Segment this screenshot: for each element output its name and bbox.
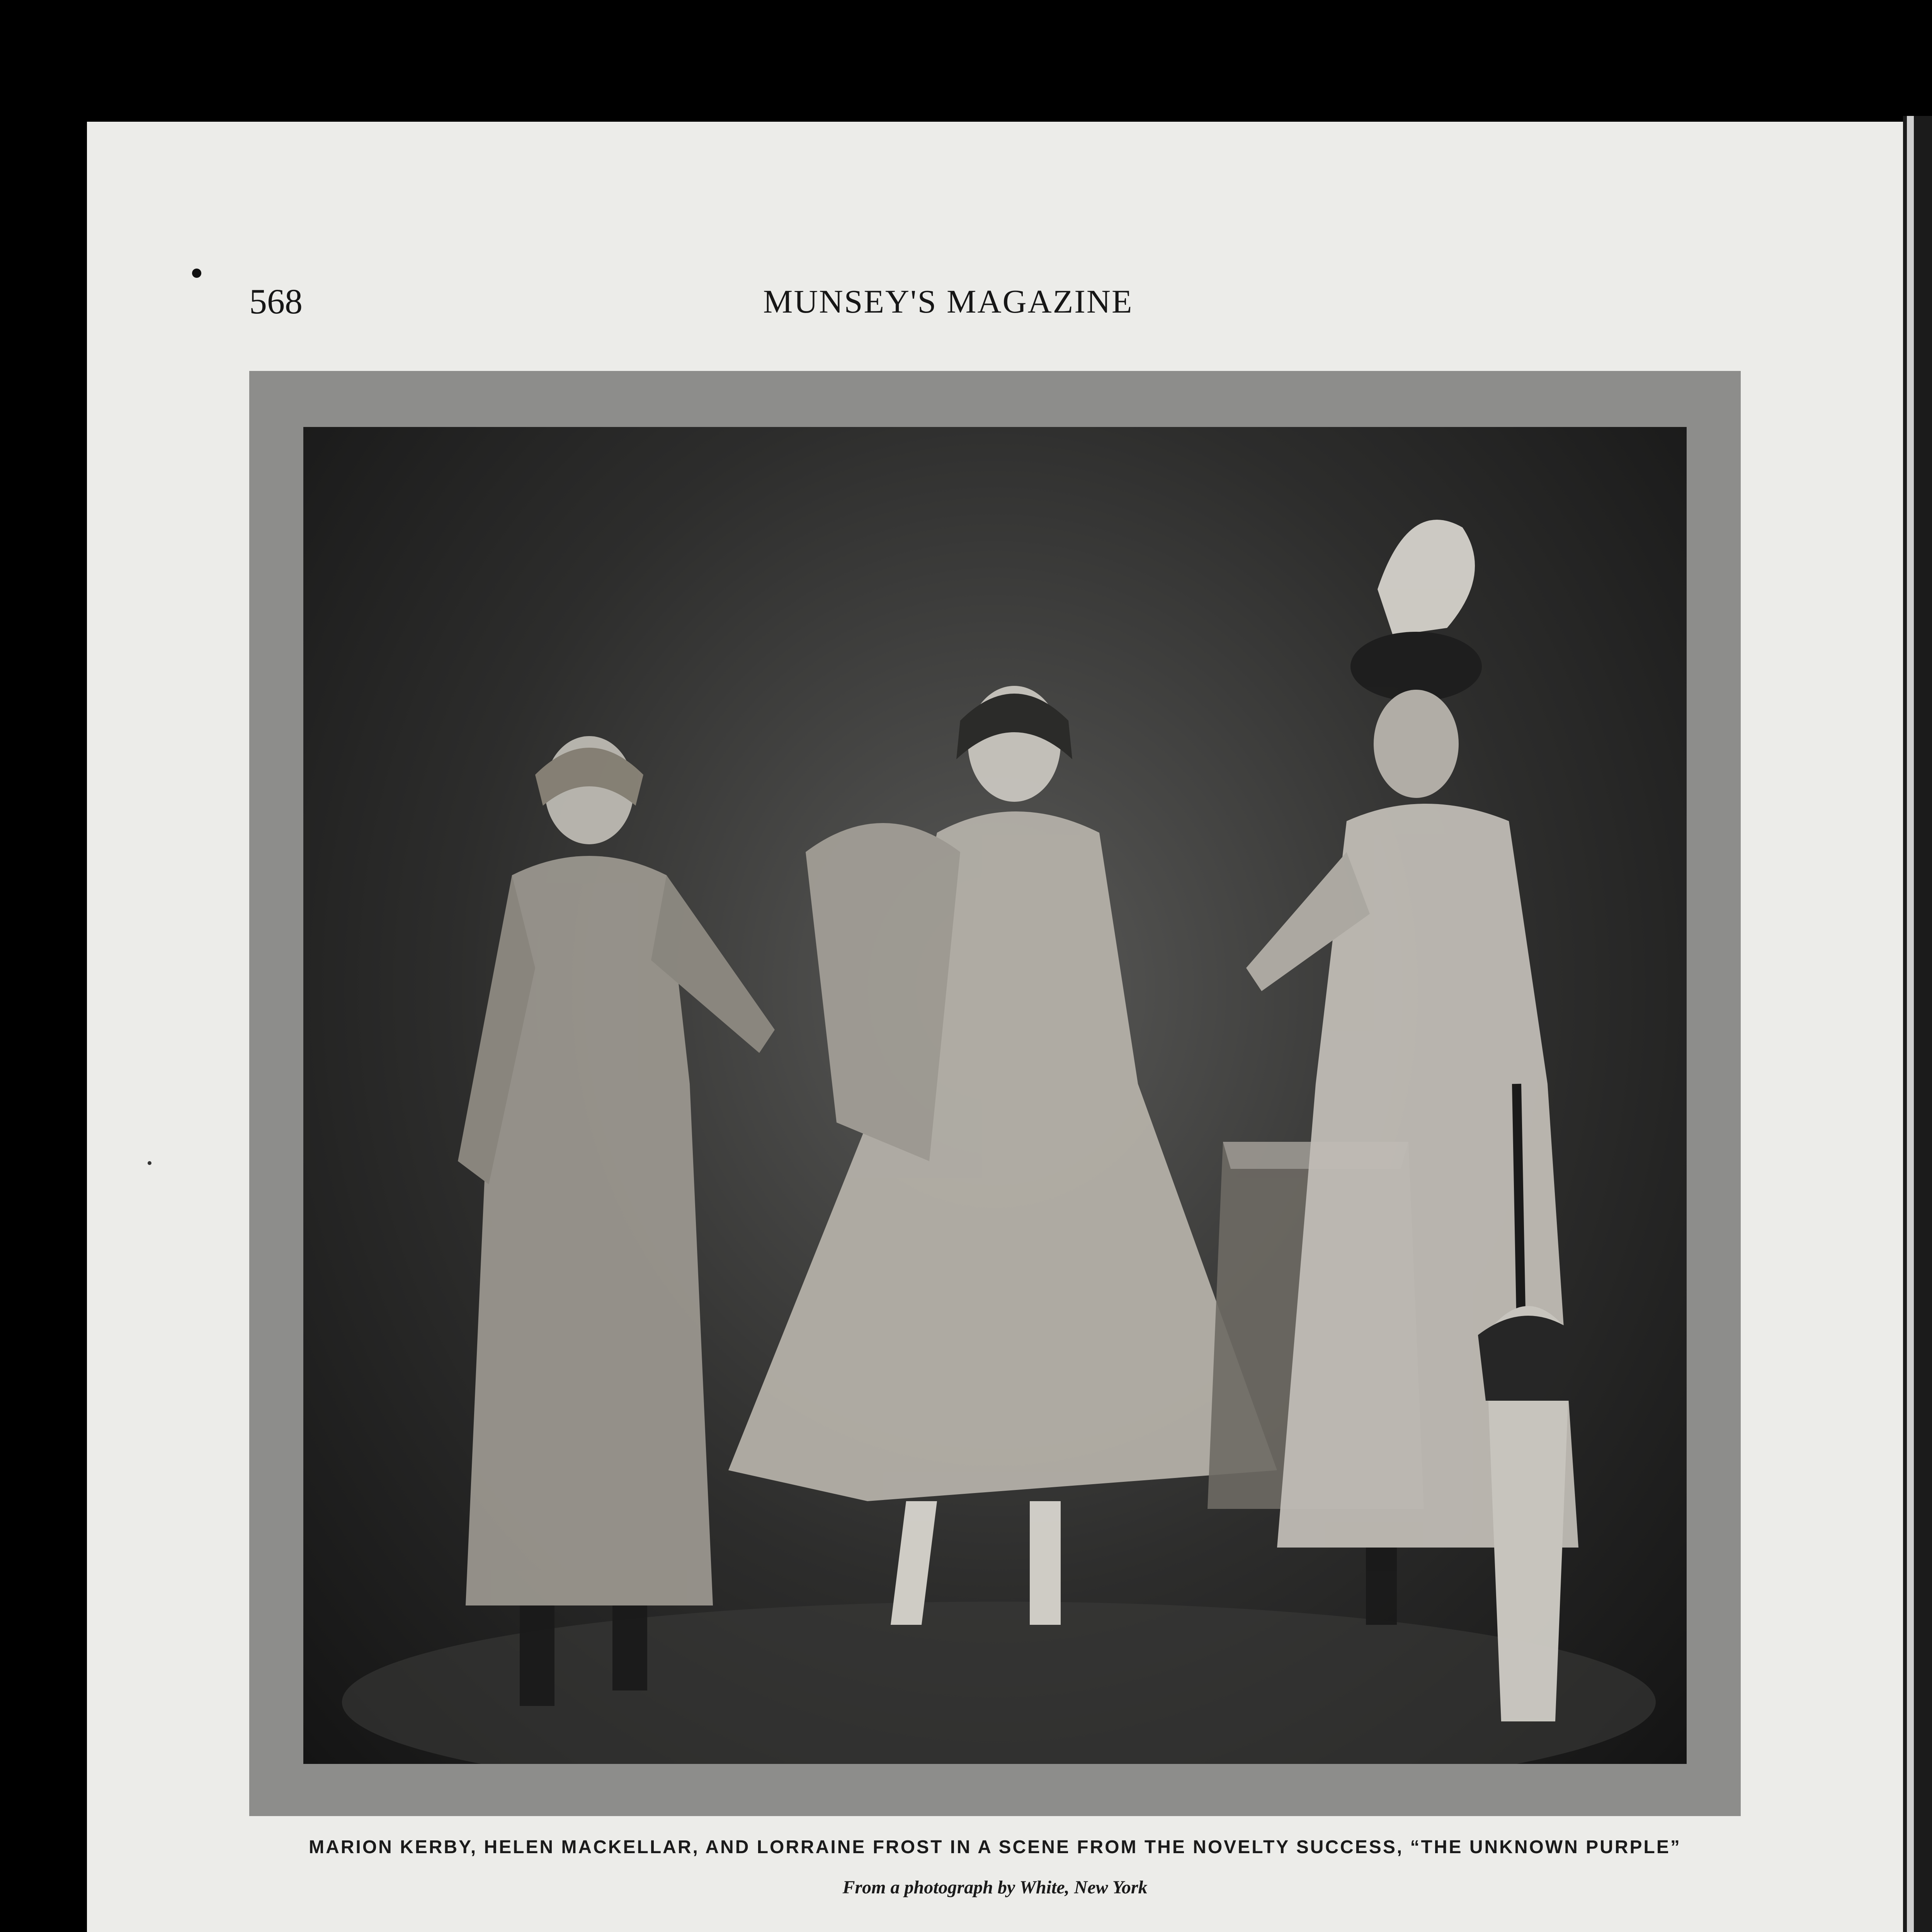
photograph-figures	[303, 427, 1687, 1764]
figure-center	[728, 686, 1277, 1625]
stage-photograph	[303, 427, 1687, 1764]
page-header	[249, 274, 1238, 328]
figure-right	[1246, 520, 1578, 1721]
figure-left	[458, 736, 775, 1706]
photo-frame	[249, 371, 1741, 1816]
photo-credit: From a photograph by White, New York	[842, 1877, 1148, 1898]
margin-mark	[192, 269, 201, 278]
margin-mark	[148, 1161, 151, 1165]
next-page-edge	[1903, 116, 1932, 1932]
photo-caption-block	[249, 1833, 1741, 1920]
page-number: 568	[249, 282, 303, 321]
running-head: MUNSEY'S MAGAZINE	[763, 283, 1133, 320]
photo-caption: MARION KERBY, HELEN MACKELLAR, AND LORRAINE FROST IN A SCENE FROM THE NOVELTY SUCCESS, “THE UNKNOWN PURPLE”	[309, 1837, 1681, 1857]
